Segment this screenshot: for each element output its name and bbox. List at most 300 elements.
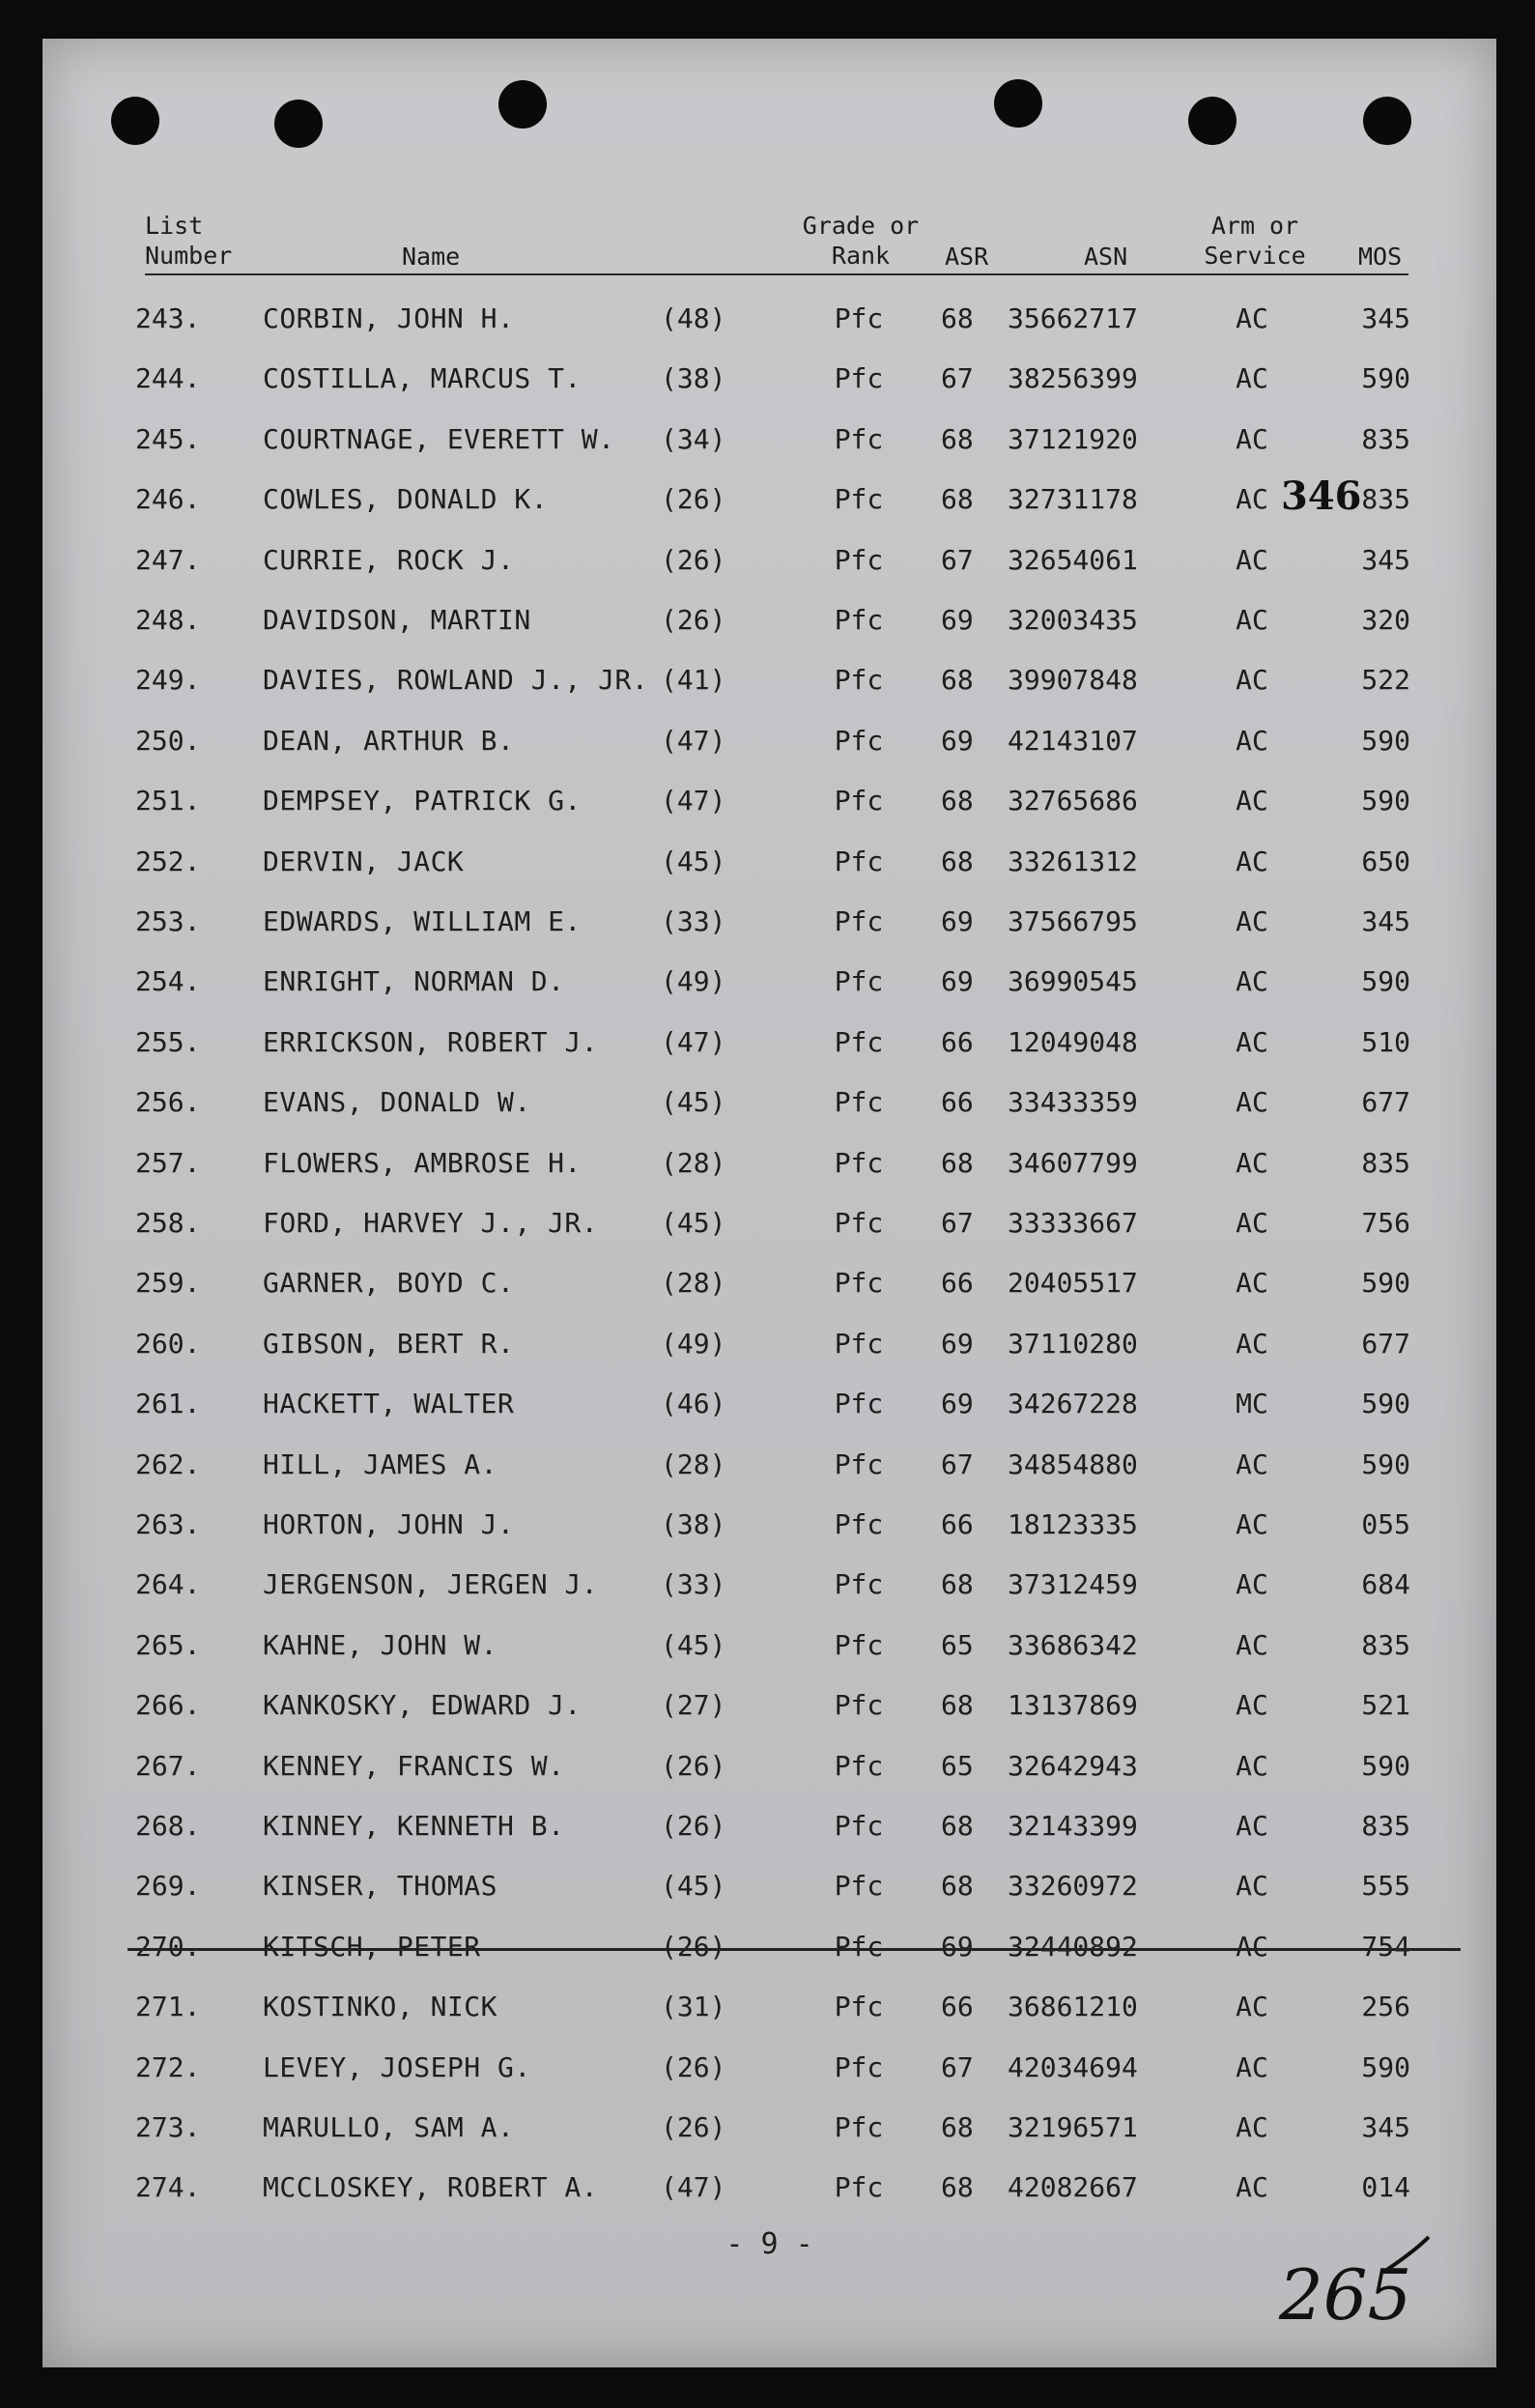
- cell-age: (26): [661, 2050, 726, 2083]
- cell-asr: 69: [941, 965, 974, 998]
- cell-name: EVANS, DONALD W.: [263, 1086, 531, 1119]
- header-asn: ASN: [1084, 243, 1128, 271]
- cell-mos: 345: [1361, 543, 1410, 576]
- cell-name: KOSTINKO, NICK: [263, 1991, 498, 2023]
- cell-name: DEMPSEY, PATRICK G.: [263, 785, 582, 817]
- cell-name: COWLES, DONALD K.: [263, 483, 549, 516]
- cell-asr: 68: [941, 483, 974, 516]
- cell-list: 258.: [135, 1207, 201, 1239]
- cell-asr: 66: [941, 1025, 974, 1058]
- cell-arm: AC: [1236, 1870, 1268, 1903]
- cell-mos: 756: [1361, 1207, 1410, 1239]
- cell-asn: 32143399: [1008, 1810, 1138, 1842]
- cell-mos: 590: [1361, 785, 1410, 817]
- cell-asr: 69: [941, 1388, 974, 1420]
- cell-age: (45): [661, 1870, 726, 1903]
- cell-mos: 590: [1361, 1448, 1410, 1480]
- cell-name: HACKETT, WALTER: [263, 1388, 515, 1420]
- cell-grade: Pfc: [834, 845, 884, 877]
- cell-arm: AC: [1236, 1508, 1268, 1540]
- cell-age: (31): [661, 1991, 726, 2023]
- cell-age: (47): [661, 785, 726, 817]
- cell-name: MCCLOSKEY, ROBERT A.: [263, 2171, 599, 2204]
- cell-age: (49): [661, 965, 726, 998]
- cell-mos: 835: [1361, 1628, 1410, 1661]
- cell-name: FLOWERS, AMBROSE H.: [263, 1146, 582, 1179]
- cell-asr: 68: [941, 1870, 974, 1903]
- table-row: [43, 1385, 1496, 1423]
- cell-arm: AC: [1236, 1991, 1268, 2023]
- header-mos: MOS: [1358, 243, 1403, 271]
- cell-age: (26): [661, 483, 726, 516]
- cell-grade: Pfc: [834, 1448, 884, 1480]
- cell-arm: AC: [1236, 1025, 1268, 1058]
- cell-grade: Pfc: [834, 483, 884, 516]
- cell-asn: 32196571: [1008, 2111, 1138, 2143]
- cell-name: MARULLO, SAM A.: [263, 2111, 515, 2143]
- cell-name: CURRIE, ROCK J.: [263, 543, 515, 576]
- cell-mos: 754: [1361, 1930, 1410, 1963]
- cell-age: (28): [661, 1146, 726, 1179]
- cell-list: 254.: [135, 965, 201, 998]
- cell-arm: MC: [1236, 1388, 1268, 1420]
- handwritten-note-text: 265: [1279, 2254, 1412, 2336]
- cell-list: 250.: [135, 724, 201, 757]
- cell-arm: AC: [1236, 965, 1268, 998]
- cell-mos: 684: [1361, 1568, 1410, 1601]
- cell-asn: 39907848: [1008, 664, 1138, 697]
- cell-asr: 68: [941, 1146, 974, 1179]
- cell-list: 260.: [135, 1327, 201, 1360]
- cell-list: 248.: [135, 604, 201, 636]
- cell-asr: 65: [941, 1749, 974, 1782]
- table-row: [43, 1204, 1496, 1243]
- cell-mos: 590: [1361, 724, 1410, 757]
- cell-mos: 650: [1361, 845, 1410, 877]
- cell-list: 243.: [135, 302, 201, 334]
- punch-hole: [111, 97, 159, 145]
- cell-asn: 33333667: [1008, 1207, 1138, 1239]
- cell-age: (47): [661, 724, 726, 757]
- cell-list: 269.: [135, 1870, 201, 1903]
- cell-mos: 590: [1361, 362, 1410, 395]
- header-list-number: List Number: [145, 212, 233, 270]
- cell-name: ERRICKSON, ROBERT J.: [263, 1025, 599, 1058]
- cell-list: 245.: [135, 422, 201, 455]
- cell-grade: Pfc: [834, 604, 884, 636]
- cell-asn: 34607799: [1008, 1146, 1138, 1179]
- table-row: [43, 601, 1496, 640]
- table-row: [43, 903, 1496, 941]
- cell-name: DEAN, ARTHUR B.: [263, 724, 515, 757]
- cell-asr: 67: [941, 2050, 974, 2083]
- page-number: - 9 -: [725, 2227, 813, 2261]
- cell-mos: 590: [1361, 1749, 1410, 1782]
- cell-asr: 65: [941, 1628, 974, 1661]
- cell-mos: 835: [1361, 1810, 1410, 1842]
- cell-age: (45): [661, 845, 726, 877]
- cell-arm: AC: [1236, 2171, 1268, 2204]
- cell-arm: AC: [1236, 785, 1268, 817]
- cell-list: 257.: [135, 1146, 201, 1179]
- cell-age: (26): [661, 2111, 726, 2143]
- header-grade: Grade or Rank: [802, 212, 920, 270]
- cell-arm: AC: [1236, 1327, 1268, 1360]
- cell-list: 270.: [135, 1930, 201, 1963]
- cell-grade: Pfc: [834, 965, 884, 998]
- cell-mos: 590: [1361, 2050, 1410, 2083]
- cell-asr: 66: [941, 1086, 974, 1119]
- cell-age: (28): [661, 1267, 726, 1300]
- cell-arm: AC: [1236, 543, 1268, 576]
- cell-grade: Pfc: [834, 2050, 884, 2083]
- cell-asr: 67: [941, 1448, 974, 1480]
- punch-hole: [994, 79, 1042, 128]
- cell-age: (26): [661, 604, 726, 636]
- cell-grade: Pfc: [834, 1689, 884, 1722]
- table-row: [43, 359, 1496, 398]
- cell-asn: 42034694: [1008, 2050, 1138, 2083]
- cell-asn: 32654061: [1008, 543, 1138, 576]
- table-row: [43, 1626, 1496, 1665]
- table-row: [43, 1686, 1496, 1725]
- cell-arm: AC: [1236, 362, 1268, 395]
- cell-grade: Pfc: [834, 362, 884, 395]
- cell-grade: Pfc: [834, 302, 884, 334]
- cell-arm: AC: [1236, 2050, 1268, 2083]
- cell-arm: AC: [1236, 664, 1268, 697]
- cell-asn: 33433359: [1008, 1086, 1138, 1119]
- cell-mos: 510: [1361, 1025, 1410, 1058]
- table-row: [43, 1747, 1496, 1786]
- punch-hole: [498, 80, 547, 129]
- cell-mos: 590: [1361, 1388, 1410, 1420]
- cell-list: 253.: [135, 905, 201, 937]
- cell-asn: 37121920: [1008, 422, 1138, 455]
- cell-age: (46): [661, 1388, 726, 1420]
- cell-age: (45): [661, 1086, 726, 1119]
- cell-grade: Pfc: [834, 2171, 884, 2204]
- cell-asn: 33260972: [1008, 1870, 1138, 1903]
- cell-arm: AC: [1236, 724, 1268, 757]
- cell-asr: 68: [941, 1810, 974, 1842]
- cell-age: (47): [661, 2171, 726, 2204]
- cell-asr: 68: [941, 785, 974, 817]
- cell-asr: 66: [941, 1508, 974, 1540]
- table-row: [43, 1565, 1496, 1604]
- document-page: [43, 39, 1496, 2367]
- cell-arm: AC: [1236, 302, 1268, 334]
- cell-arm: AC: [1236, 905, 1268, 937]
- cell-name: CORBIN, JOHN H.: [263, 302, 515, 334]
- cell-age: (26): [661, 1930, 726, 1963]
- cell-age: (48): [661, 302, 726, 334]
- cell-list: 249.: [135, 664, 201, 697]
- cell-grade: Pfc: [834, 1207, 884, 1239]
- cell-arm: AC: [1236, 422, 1268, 455]
- cell-mos: 835: [1361, 1146, 1410, 1179]
- punch-hole: [274, 100, 323, 148]
- cell-list: 261.: [135, 1388, 201, 1420]
- cell-name: ENRIGHT, NORMAN D.: [263, 965, 565, 998]
- cell-age: (33): [661, 1568, 726, 1601]
- cell-age: (49): [661, 1327, 726, 1360]
- header-arm: Arm or Service: [1204, 212, 1306, 270]
- cell-name: LEVEY, JOSEPH G.: [263, 2050, 531, 2083]
- cell-grade: Pfc: [834, 724, 884, 757]
- cell-name: KITSCH, PETER: [263, 1930, 481, 1963]
- cell-asn: 20405517: [1008, 1267, 1138, 1300]
- cell-list: 259.: [135, 1267, 201, 1300]
- cell-asn: 36861210: [1008, 1991, 1138, 2023]
- strike-through-line: [128, 1948, 1461, 1951]
- cell-arm: AC: [1236, 2111, 1268, 2143]
- cell-grade: Pfc: [834, 1991, 884, 2023]
- cell-grade: Pfc: [834, 905, 884, 937]
- table-row: [43, 300, 1496, 338]
- cell-name: KENNEY, FRANCIS W.: [263, 1749, 565, 1782]
- cell-mos: 521: [1361, 1689, 1410, 1722]
- cell-asr: 68: [941, 422, 974, 455]
- cell-name: KINNEY, KENNETH B.: [263, 1810, 565, 1842]
- cell-grade: Pfc: [834, 1388, 884, 1420]
- cell-name: FORD, HARVEY J., JR.: [263, 1207, 599, 1239]
- cell-asn: 36990545: [1008, 965, 1138, 998]
- cell-grade: Pfc: [834, 1870, 884, 1903]
- table-row: [43, 541, 1496, 580]
- table-row: [43, 1446, 1496, 1484]
- cell-mos: 835: [1361, 483, 1410, 516]
- cell-name: DERVIN, JACK: [263, 845, 465, 877]
- cell-grade: Pfc: [834, 1025, 884, 1058]
- cell-list: 255.: [135, 1025, 201, 1058]
- table-row: [43, 1988, 1496, 2026]
- table-row: [43, 1807, 1496, 1846]
- cell-age: (26): [661, 1749, 726, 1782]
- cell-grade: Pfc: [834, 664, 884, 697]
- cell-name: HORTON, JOHN J.: [263, 1508, 515, 1540]
- header-underline: [145, 273, 1408, 275]
- cell-asn: 12049048: [1008, 1025, 1138, 1058]
- cell-age: (47): [661, 1025, 726, 1058]
- cell-mos: 590: [1361, 965, 1410, 998]
- cell-asr: 67: [941, 543, 974, 576]
- cell-list: 274.: [135, 2171, 201, 2204]
- cell-list: 256.: [135, 1086, 201, 1119]
- cell-asn: 37312459: [1008, 1568, 1138, 1601]
- cell-arm: AC: [1236, 604, 1268, 636]
- cell-asn: 32765686: [1008, 785, 1138, 817]
- cell-asr: 66: [941, 1991, 974, 2023]
- cell-asn: 35662717: [1008, 302, 1138, 334]
- punch-hole: [1363, 97, 1411, 145]
- cell-arm: AC: [1236, 1930, 1268, 1963]
- cell-list: 266.: [135, 1689, 201, 1722]
- cell-asr: 67: [941, 1207, 974, 1239]
- cell-age: (41): [661, 664, 726, 697]
- cell-list: 265.: [135, 1628, 201, 1661]
- cell-asn: 32003435: [1008, 604, 1138, 636]
- cell-asr: 68: [941, 664, 974, 697]
- cell-name: COSTILLA, MARCUS T.: [263, 362, 582, 395]
- cell-mos: 320: [1361, 604, 1410, 636]
- table-row: [43, 782, 1496, 820]
- cell-name: COURTNAGE, EVERETT W.: [263, 422, 615, 455]
- cell-arm: AC: [1236, 1207, 1268, 1239]
- cell-mos: 590: [1361, 1267, 1410, 1300]
- cell-name: KANKOSKY, EDWARD J.: [263, 1689, 582, 1722]
- cell-mos: 014: [1361, 2171, 1410, 2204]
- cell-mos: 677: [1361, 1086, 1410, 1119]
- cell-mos: 555: [1361, 1870, 1410, 1903]
- cell-grade: Pfc: [834, 1267, 884, 1300]
- cell-list: 263.: [135, 1508, 201, 1540]
- cell-grade: Pfc: [834, 785, 884, 817]
- cell-name: DAVIDSON, MARTIN: [263, 604, 531, 636]
- handwritten-note: [1269, 2232, 1443, 2338]
- header-name: Name: [402, 243, 461, 271]
- cell-asn: 33261312: [1008, 845, 1138, 877]
- table-row: [43, 661, 1496, 700]
- cell-list: 273.: [135, 2111, 201, 2143]
- cell-asn: 34854880: [1008, 1448, 1138, 1480]
- cell-age: (38): [661, 1508, 726, 1540]
- cell-age: (28): [661, 1448, 726, 1480]
- cell-asn: 32642943: [1008, 1749, 1138, 1782]
- cell-arm: AC: [1236, 1568, 1268, 1601]
- punch-hole: [1188, 97, 1237, 145]
- cell-asn: 18123335: [1008, 1508, 1138, 1540]
- cell-asr: 67: [941, 362, 974, 395]
- cell-age: (26): [661, 543, 726, 576]
- cell-mos: 835: [1361, 422, 1410, 455]
- table-row: [43, 480, 1496, 519]
- table-row: [43, 2049, 1496, 2087]
- cell-list: 271.: [135, 1991, 201, 2023]
- cell-grade: Pfc: [834, 1930, 884, 1963]
- table-row: [43, 722, 1496, 760]
- cell-list: 267.: [135, 1749, 201, 1782]
- table-row: [43, 962, 1496, 1001]
- stamp-number: 346: [1281, 473, 1362, 519]
- cell-arm: AC: [1236, 1628, 1268, 1661]
- cell-list: 251.: [135, 785, 201, 817]
- cell-grade: Pfc: [834, 1810, 884, 1842]
- cell-grade: Pfc: [834, 1568, 884, 1601]
- cell-asr: 69: [941, 604, 974, 636]
- cell-list: 244.: [135, 362, 201, 395]
- cell-asr: 68: [941, 845, 974, 877]
- cell-arm: AC: [1236, 1689, 1268, 1722]
- table-row: [43, 1325, 1496, 1363]
- cell-list: 262.: [135, 1448, 201, 1480]
- cell-grade: Pfc: [834, 422, 884, 455]
- table-row: [43, 1023, 1496, 1062]
- cell-name: KAHNE, JOHN W.: [263, 1628, 498, 1661]
- cell-arm: AC: [1236, 1448, 1268, 1480]
- cell-asr: 69: [941, 905, 974, 937]
- cell-name: DAVIES, ROWLAND J., JR.: [263, 664, 649, 697]
- cell-arm: AC: [1236, 1086, 1268, 1119]
- cell-mos: 345: [1361, 302, 1410, 334]
- cell-grade: Pfc: [834, 1146, 884, 1179]
- header-asr: ASR: [945, 243, 989, 271]
- cell-list: 272.: [135, 2050, 201, 2083]
- cell-mos: 677: [1361, 1327, 1410, 1360]
- cell-asr: 66: [941, 1267, 974, 1300]
- cell-name: GIBSON, BERT R.: [263, 1327, 515, 1360]
- cell-grade: Pfc: [834, 1508, 884, 1540]
- cell-asr: 68: [941, 1689, 974, 1722]
- cell-asn: 33686342: [1008, 1628, 1138, 1661]
- cell-asr: 68: [941, 2171, 974, 2204]
- cell-asn: 32731178: [1008, 483, 1138, 516]
- cell-age: (27): [661, 1689, 726, 1722]
- cell-arm: AC: [1236, 483, 1268, 516]
- cell-name: GARNER, BOYD C.: [263, 1267, 515, 1300]
- cell-asn: 34267228: [1008, 1388, 1138, 1420]
- cell-name: JERGENSON, JERGEN J.: [263, 1568, 599, 1601]
- cell-list: 264.: [135, 1568, 201, 1601]
- cell-list: 247.: [135, 543, 201, 576]
- cell-asr: 69: [941, 1930, 974, 1963]
- cell-arm: AC: [1236, 1749, 1268, 1782]
- table-row: [43, 1867, 1496, 1906]
- cell-mos: 345: [1361, 2111, 1410, 2143]
- cell-age: (45): [661, 1628, 726, 1661]
- cell-mos: 522: [1361, 664, 1410, 697]
- cell-age: (34): [661, 422, 726, 455]
- table-row: [43, 2168, 1496, 2207]
- table-row: [43, 420, 1496, 459]
- cell-arm: AC: [1236, 845, 1268, 877]
- cell-name: HILL, JAMES A.: [263, 1448, 498, 1480]
- cell-list: 268.: [135, 1810, 201, 1842]
- cell-asn: 42143107: [1008, 724, 1138, 757]
- table-row: [43, 1505, 1496, 1544]
- cell-age: (38): [661, 362, 726, 395]
- cell-mos: 055: [1361, 1508, 1410, 1540]
- cell-name: EDWARDS, WILLIAM E.: [263, 905, 582, 937]
- cell-asr: 68: [941, 1568, 974, 1601]
- cell-asr: 68: [941, 302, 974, 334]
- cell-mos: 256: [1361, 1991, 1410, 2023]
- table-row: [43, 1928, 1496, 1966]
- cell-asr: 69: [941, 1327, 974, 1360]
- cell-grade: Pfc: [834, 1749, 884, 1782]
- cell-arm: AC: [1236, 1267, 1268, 1300]
- cell-asn: 42082667: [1008, 2171, 1138, 2204]
- cell-asn: 37566795: [1008, 905, 1138, 937]
- cell-mos: 345: [1361, 905, 1410, 937]
- cell-name: KINSER, THOMAS: [263, 1870, 498, 1903]
- table-row: [43, 1144, 1496, 1183]
- cell-grade: Pfc: [834, 1628, 884, 1661]
- cell-asn: 38256399: [1008, 362, 1138, 395]
- cell-list: 246.: [135, 483, 201, 516]
- table-row: [43, 2108, 1496, 2147]
- cell-grade: Pfc: [834, 543, 884, 576]
- cell-asn: 32440892: [1008, 1930, 1138, 1963]
- cell-grade: Pfc: [834, 1327, 884, 1360]
- cell-asr: 69: [941, 724, 974, 757]
- cell-age: (26): [661, 1810, 726, 1842]
- cell-age: (33): [661, 905, 726, 937]
- cell-arm: AC: [1236, 1810, 1268, 1842]
- cell-asn: 37110280: [1008, 1327, 1138, 1360]
- table-row: [43, 1264, 1496, 1303]
- table-row: [43, 1083, 1496, 1122]
